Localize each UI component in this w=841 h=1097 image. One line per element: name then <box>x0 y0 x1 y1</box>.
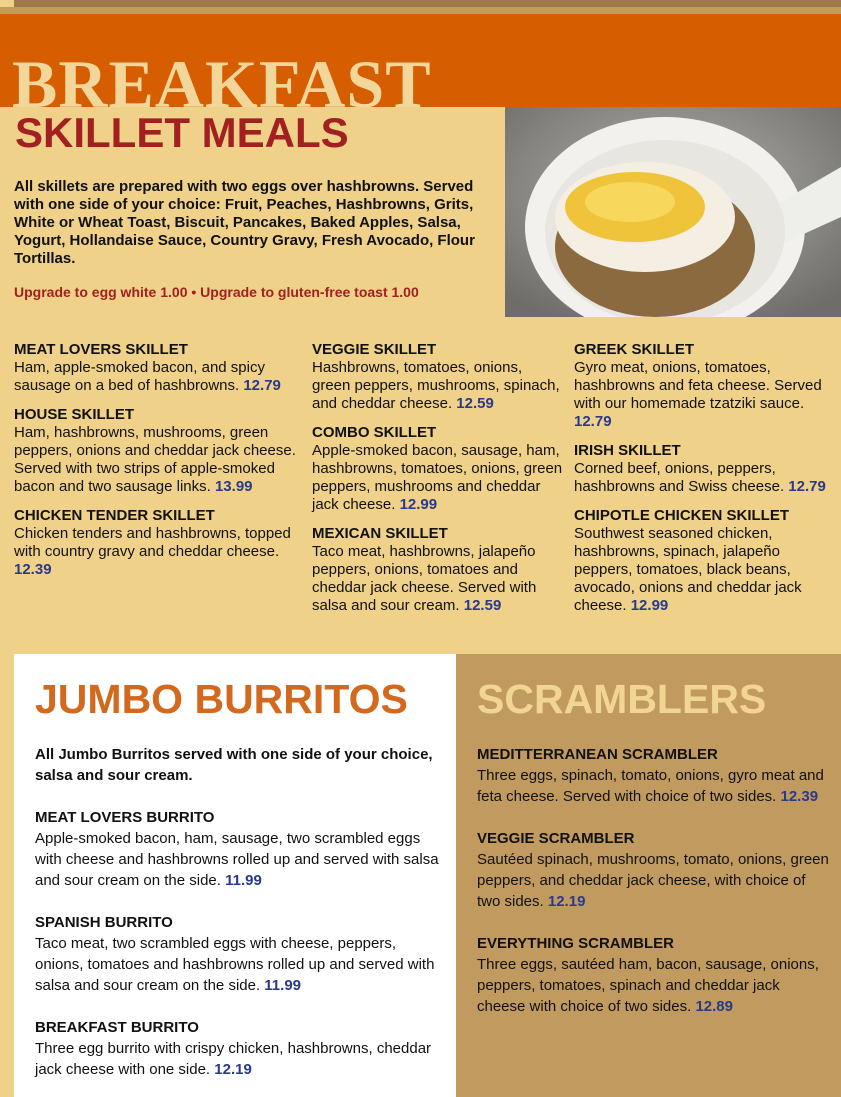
menu-item <box>35 1017 440 1080</box>
scramblers-title: SCRAMBLERS <box>477 676 767 722</box>
menu-item <box>312 424 564 514</box>
item-desc: Hashbrowns, tomatoes, onions, green peppers, mushrooms, spinach, and cheddar cheese. <box>312 359 560 412</box>
top-border <box>0 0 841 14</box>
burritos-body <box>35 744 440 1097</box>
scramblers-body <box>477 744 832 1038</box>
item-name: HOUSE SKILLET <box>14 406 135 423</box>
item-price: 12.79 <box>243 377 281 394</box>
item-desc: Ham, apple-smoked bacon, and spicy sausage on a bed of hashbrowns. <box>14 359 265 394</box>
item-desc: Apple-smoked bacon, ham, sausage, two scrambled eggs with cheese and hashbrowns rolled up and served with salsa and sour cream on the side. <box>35 830 439 889</box>
item-desc: Apple-smoked bacon, sausage, ham, hashbrowns, tomatoes, onions, green peppers, mushrooms and cheddar jack cheese. <box>312 442 563 513</box>
menu-item <box>14 341 304 395</box>
top-border-band-lower <box>0 7 841 14</box>
item-desc: Three eggs, spinach, tomato, onions, gyro meat and feta cheese. Served with choice of two sides. <box>477 767 824 805</box>
skillet-section-title: SKILLET MEALS <box>15 109 349 156</box>
item-name: VEGGIE SCRAMBLER <box>477 830 635 847</box>
menu-item <box>312 341 564 413</box>
menu-item <box>574 341 836 431</box>
item-price: 12.59 <box>456 395 494 412</box>
menu-item <box>574 442 836 496</box>
page-title: BREAKFAST <box>12 46 432 107</box>
burritos-title: JUMBO BURRITOS <box>35 676 408 722</box>
item-desc: Ham, hashbrowns, mushrooms, green peppers, onions and cheddar jack cheese. Served with two strips of apple-smoked bacon and two sausage links. <box>14 424 296 495</box>
item-desc: Southwest seasoned chicken, hashbrowns, spinach, jalapeño peppers, tomatoes, black beans, avocado, onions and cheddar jack cheese. <box>574 525 802 614</box>
menu-item <box>312 525 564 615</box>
item-name: MEAT LOVERS SKILLET <box>14 341 188 358</box>
item-name: SPANISH BURRITO <box>35 914 173 931</box>
menu-item <box>477 744 832 807</box>
item-price: 12.79 <box>788 478 826 495</box>
item-price: 13.99 <box>214 478 253 495</box>
item-price: 12.59 <box>463 597 502 614</box>
burritos-intro: All Jumbo Burritos served with one side of your choice, salsa and sour cream. <box>35 746 433 784</box>
item-name: CHICKEN TENDER SKILLET <box>14 507 215 524</box>
burritos-section <box>14 654 456 1097</box>
item-desc: Corned beef, onions, peppers, hashbrowns and Swiss cheese. <box>574 460 785 495</box>
item-price: 12.39 <box>780 788 819 805</box>
item-name: BREAKFAST BURRITO <box>35 1019 199 1036</box>
item-desc: Sautéed spinach, mushrooms, tomato, onions, green peppers, and cheddar jack cheese, with choice of two sides. <box>477 851 829 910</box>
menu-item <box>477 828 832 912</box>
item-price: 12.89 <box>695 998 733 1015</box>
menu-item <box>35 912 440 996</box>
menu-item <box>14 507 304 579</box>
item-price: 12.19 <box>547 893 586 910</box>
item-desc: Chicken tenders and hashbrowns, topped with country gravy and cheddar cheese. <box>14 525 291 560</box>
item-name: VEGGIE SKILLET <box>312 341 437 358</box>
item-name: MEDITTERRANEAN SCRAMBLER <box>477 746 718 763</box>
item-name: MEAT LOVERS BURRITO <box>35 809 215 826</box>
item-name: MEXICAN SKILLET <box>312 525 448 542</box>
item-desc: Taco meat, hashbrowns, jalapeño peppers, onions, tomatoes and cheddar jack cheese. Served with salsa and sour cream. <box>312 543 537 614</box>
item-price: 12.39 <box>14 561 52 578</box>
item-desc: Gyro meat, onions, tomatoes, hashbrowns and feta cheese. Served with our homemade tzatziki sauce. <box>574 359 822 412</box>
item-price: 11.99 <box>225 872 262 889</box>
item-name: GREEK SKILLET <box>574 341 695 358</box>
item-name: IRISH SKILLET <box>574 442 681 459</box>
menu-item <box>574 507 836 615</box>
item-desc: Three egg burrito with crispy chicken, hashbrowns, cheddar jack cheese with one side. <box>35 1040 432 1078</box>
menu-item <box>14 406 304 496</box>
item-price: 12.99 <box>630 597 669 614</box>
scramblers-section <box>456 654 841 1097</box>
item-name: COMBO SKILLET <box>312 424 437 441</box>
skillet-photo-illustration <box>505 107 841 317</box>
menu-item <box>477 933 832 1017</box>
skillet-column-3 <box>574 341 836 626</box>
menu-item <box>35 807 440 891</box>
item-desc: Taco meat, two scrambled eggs with cheese, peppers, onions, tomatoes and hashbrowns rolled up and served with salsa and sour cream on the side. <box>35 935 435 994</box>
item-name: EVERYTHING SCRAMBLER <box>477 935 674 952</box>
skillet-column-1 <box>14 341 304 590</box>
item-price: 12.99 <box>399 496 438 513</box>
item-price: 12.79 <box>574 413 612 430</box>
item-name: CHIPOTLE CHICKEN SKILLET <box>574 507 790 524</box>
item-desc: Three eggs, sautéed ham, bacon, sausage, onions, peppers, tomatoes, spinach and cheddar jack cheese with choice of two sides. <box>477 956 819 1015</box>
skillet-intro: All skillets are prepared with two eggs over hashbrowns. Served with one side of your choice: Fruit, Peaches, Hashbrowns, Grits, White or Wheat Toast, Biscuit, Pancakes, Baked Apples, Salsa, Yogurt, Hollandaise Sauce, Country Gravy, Fresh Avocado, Flour Tortillas. <box>14 178 475 267</box>
upgrade-note: Upgrade to egg white 1.00 • Upgrade to gluten-free toast 1.00 <box>14 284 419 300</box>
skillet-photo <box>505 107 841 317</box>
skillet-column-2 <box>312 341 564 626</box>
top-border-band <box>14 0 841 7</box>
item-price: 11.99 <box>264 977 302 994</box>
item-price: 12.19 <box>214 1061 252 1078</box>
